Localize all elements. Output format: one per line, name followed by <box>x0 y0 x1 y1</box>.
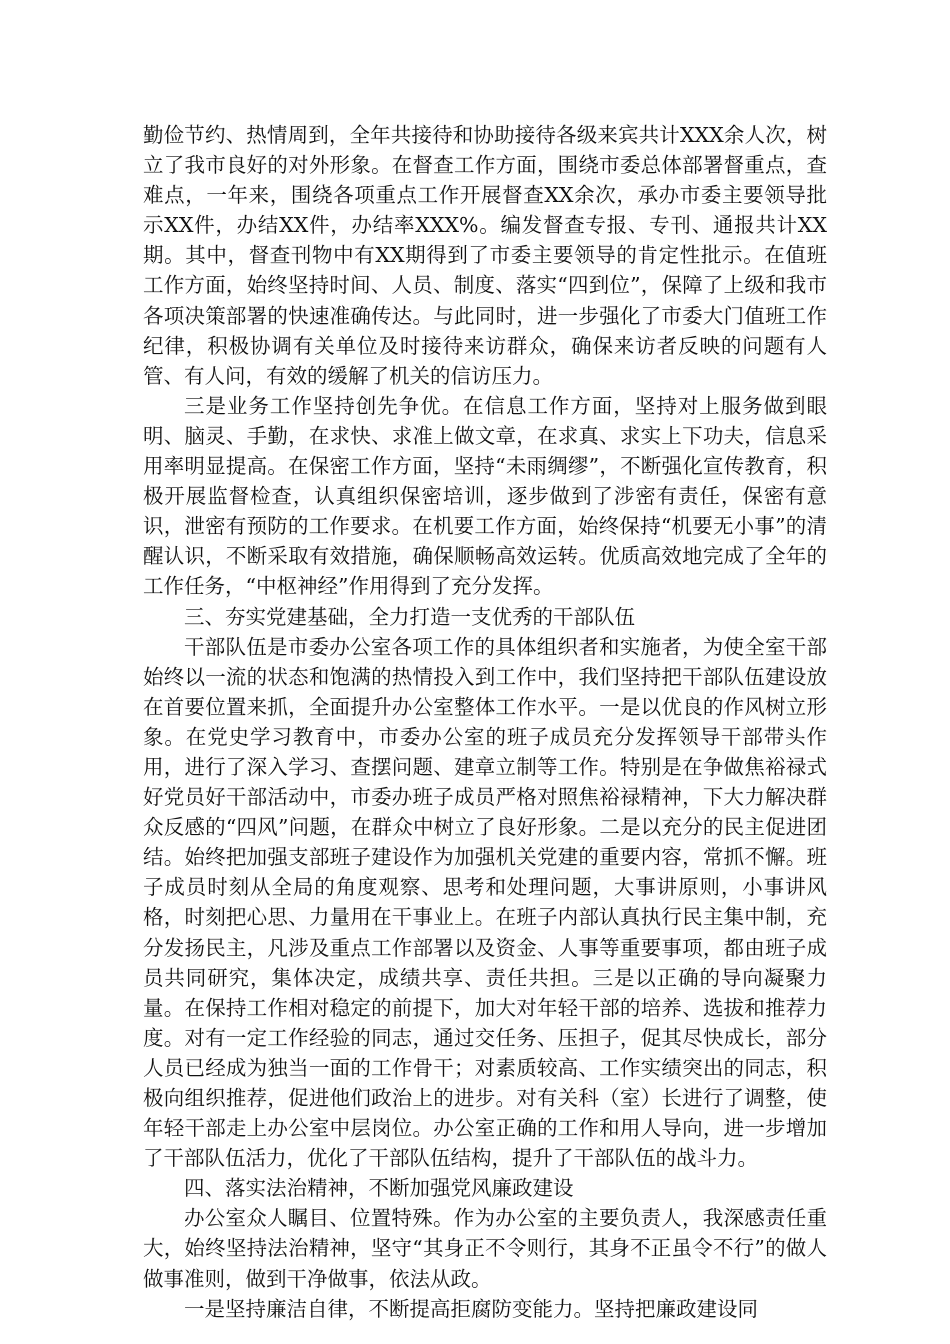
section-heading-party-building: 三、夯实党建基础，全力打造一支优秀的干部队伍 <box>184 604 635 629</box>
document-page <box>143 120 827 1324</box>
body-paragraph-business-work: 三是业务工作坚持创先争优。在信息工作方面，坚持对上服务做到眼明、脑灵、手勤，在求快、求准上做文章，在求真、求实上下功夫，信息采用率明显提高。在保密工作方面，坚持“未雨绸缪”，不断强化宣传教育，积极开展监督检查，认真组织保密培训，逐步做到了涉密有责任，保密有意识，泄密有预防的工作要求。在机要工作方面，始终保持“机要无小事”的清醒认识，不断采取有效措施，确保顺畅高效运转。优质高效地完成了全年的工作任务，“中枢神经”作用得到了充分发挥。 <box>143 393 827 599</box>
body-paragraph-continued: 勤俭节约、热情周到，全年共接待和协助接待各级来宾共计XXX余人次，树立了我市良好的对外形象。在督查工作方面，围绕市委总体部署督重点，查难点，一年来，围绕各项重点工作开展督查XX余次，承办市委主要领导批示XX件，办结XX件，办结率XXX%。编发督查专报、专刊、通报共计XX期。其中，督查刊物中有XX期得到了市委主要领导的肯定性批示。在值班工作方面，始终坚持时间、人员、制度、落实“四到位”，保障了上级和我市各项决策部署的快速准确传达。与此同时，进一步强化了市委大门值班工作纪律，积极协调有关单位及时接待来访群众，确保来访者反映的问题有人管、有人问，有效的缓解了机关的信访压力。 <box>143 123 827 388</box>
body-paragraph-cadre-team: 干部队伍是市委办公室各项工作的具体组织者和实施者，为使全室干部始终以一流的状态和饱满的热情投入到工作中，我们坚持把干部队伍建设放在首要位置来抓，全面提升办公室整体工作水平。一是以优良的作风树立形象。在党史学习教育中，市委办公室的班子成员充分发挥领导干部带头作用，进行了深入学习、查摆问题、建章立制等工作。特别是在争做焦裕禄式好党员好干部活动中，市委办班子成员严格对照焦裕禄精神，下大力解决群众反感的“四风”问题，在群众中树立了良好形象。二是以充分的民主促进团结。始终把加强支部班子建设作为加强机关党建的重要内容，常抓不懈。班子成员时刻从全局的角度观察、思考和处理问题，大事讲原则，小事讲风格，时刻把心思、力量用在干事业上。在班子内部认真执行民主集中制，充分发扬民主，凡涉及重点工作部署以及资金、人事等重要事项，都由班子成员共同研究，集体决定，成绩共享、责任共担。三是以正确的导向凝聚力量。在保持工作相对稳定的前提下，加大对年轻干部的培养、选拔和推荐力度。对有一定工作经验的同志，通过交任务、压担子，促其尽快成长，部分人员已经成为独当一面的工作骨干；对素质较高、工作实绩突出的同志，积极向组织推荐，促进他们政治上的进步。对有关科（室）长进行了调整，使年轻干部走上办公室中层岗位。办公室正确的工作和用人导向，进一步增加了干部队伍活力，优化了干部队伍结构，提升了干部队伍的战斗力。 <box>143 634 827 1171</box>
section-heading-rule-of-law: 四、落实法治精神，不断加强党风廉政建设 <box>184 1176 574 1201</box>
body-paragraph-integrity: 一是坚持廉洁自律，不断提高拒腐防变能力。坚持把廉政建设同 <box>184 1296 758 1321</box>
body-paragraph-office-responsibility: 办公室众人瞩目、位置特殊。作为办公室的主要负责人，我深感责任重大，始终坚持法治精神，坚守“其身正不令则行，其身不正虽令不行”的做人做事准则，做到干净做事，依法从政。 <box>143 1206 827 1291</box>
